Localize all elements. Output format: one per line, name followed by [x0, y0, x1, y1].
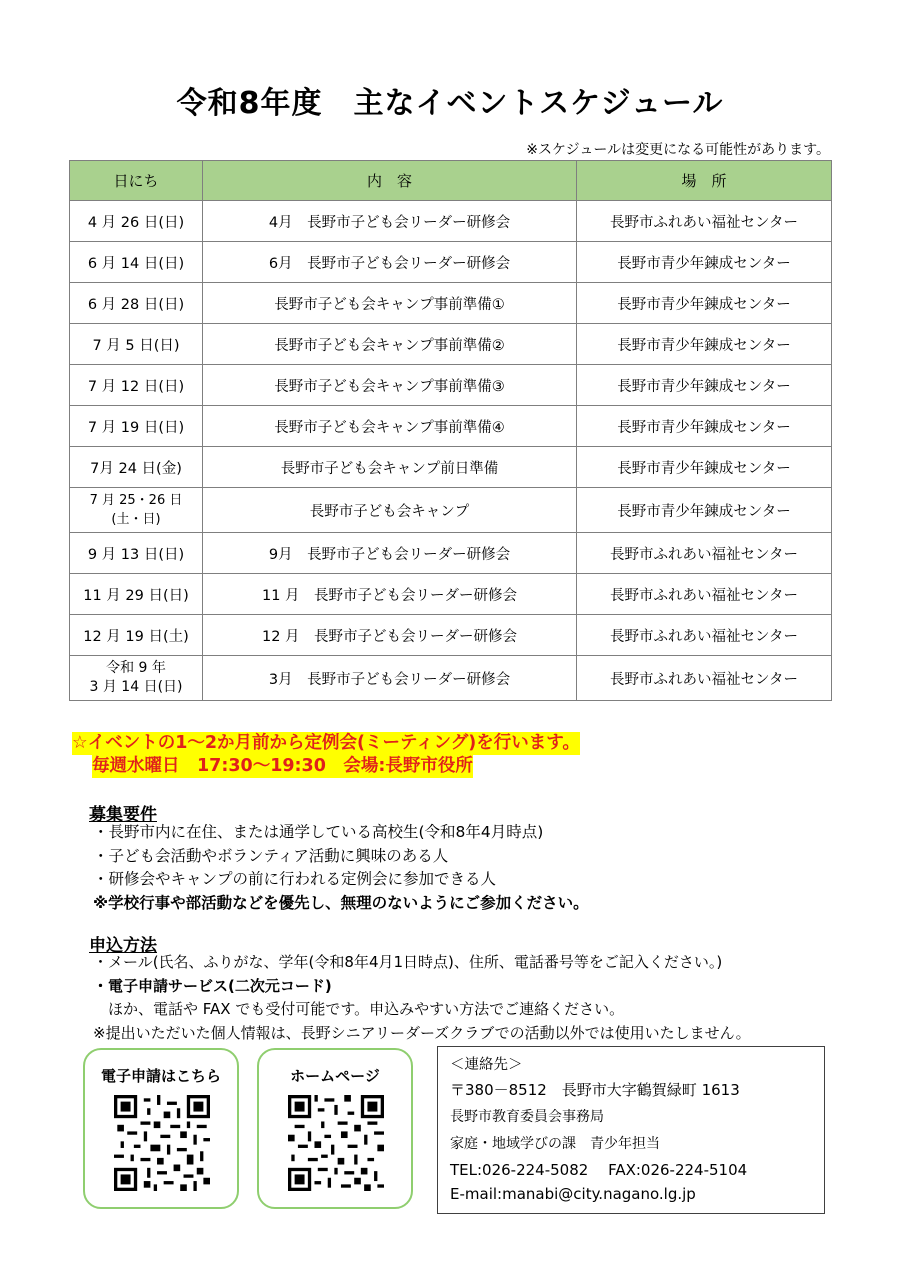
contact-org: 長野市教育委員会事務局: [450, 1109, 604, 1125]
cell-date-line1: 7 月 25・26 日: [89, 493, 183, 508]
electronic-application-qr-card[interactable]: [83, 1048, 239, 1209]
schedule-change-note: ※スケジュールは変更になる可能性があります。: [526, 142, 830, 158]
table-row: [70, 656, 832, 701]
table-row: [70, 242, 832, 283]
cell-content: 4月 長野市子ども会リーダー研修会: [203, 201, 577, 242]
cell-place: 長野市青少年錬成センター: [577, 242, 832, 283]
recruit-list: [93, 821, 589, 915]
homepage-qr-card[interactable]: [257, 1048, 413, 1209]
cell-place: 長野市ふれあい福祉センター: [577, 201, 832, 242]
cell-content: 6月 長野市子ども会リーダー研修会: [203, 242, 577, 283]
recruit-heading: 募集要件: [89, 805, 157, 825]
cell-place: 長野市青少年錬成センター: [577, 406, 832, 447]
cell-place: 長野市ふれあい福祉センター: [577, 656, 832, 701]
cell-content: 3月 長野市子ども会リーダー研修会: [203, 656, 577, 701]
list-item: ・メール(氏名、ふりがな、学年(令和8年4月1日時点)、住所、電話番号等をご記入ください。): [93, 953, 723, 971]
apply-list: [93, 951, 751, 1045]
cell-content: 11 月 長野市子ども会リーダー研修会: [203, 574, 577, 615]
cell-date-line2: 3 月 14 日(日): [89, 679, 183, 695]
cell-content: 長野市子ども会キャンプ事前準備②: [203, 324, 577, 365]
page-title: 令和8年度 主なイベントスケジュール: [176, 86, 724, 121]
cell-date: 7 月 19 日(日): [70, 406, 203, 447]
cell-date: [70, 488, 203, 533]
cell-date: 4 月 26 日(日): [70, 201, 203, 242]
table-row: [70, 488, 832, 533]
cell-content: 長野市子ども会キャンプ事前準備①: [203, 283, 577, 324]
cell-place: 長野市青少年錬成センター: [577, 488, 832, 533]
contact-address: 〒380－8512 長野市大字鶴賀緑町 1613: [450, 1081, 740, 1099]
list-item: ・電子申請サービス(二次元コード): [93, 976, 332, 995]
table-row: [70, 201, 832, 242]
contact-box: [437, 1046, 825, 1214]
apply-heading: 申込方法: [89, 936, 157, 956]
table-row: [70, 406, 832, 447]
table-row: [70, 324, 832, 365]
cell-date: 12 月 19 日(土): [70, 615, 203, 656]
cell-place: 長野市青少年錬成センター: [577, 324, 832, 365]
cell-date: 11 月 29 日(日): [70, 574, 203, 615]
cell-content: 長野市子ども会キャンプ事前準備④: [203, 406, 577, 447]
header-content: 内 容: [203, 161, 577, 201]
cell-place: 長野市ふれあい福祉センター: [577, 574, 832, 615]
contact-tel-fax: TEL:026-224-5082 FAX:026-224-5104: [450, 1161, 748, 1179]
cell-content: 長野市子ども会キャンプ事前準備③: [203, 365, 577, 406]
cell-date: [70, 656, 203, 701]
list-item: ・長野市内に在住、または通学している高校生(令和8年4月時点): [93, 823, 544, 841]
cell-place: 長野市青少年錬成センター: [577, 283, 832, 324]
schedule-table: [69, 160, 832, 701]
meeting-line-1: ☆イベントの1～2か月前から定例会(ミーティング)を行います。: [72, 733, 580, 753]
contact-dept: 家庭・地域学びの課 青少年担当: [450, 1136, 660, 1152]
list-item: ほか、電話や FAX でも受付可能です。申込みやすい方法でご連絡ください。: [93, 1000, 625, 1018]
cell-place: 長野市ふれあい福祉センター: [577, 533, 832, 574]
cell-content: 9月 長野市子ども会リーダー研修会: [203, 533, 577, 574]
cell-date-line2: (土・日): [111, 512, 161, 527]
table-row: [70, 533, 832, 574]
cell-date-line1: 令和 9 年: [106, 660, 166, 676]
cell-place: 長野市青少年錬成センター: [577, 365, 832, 406]
cell-date: 7月 24 日(金): [70, 447, 203, 488]
header-date: 日にち: [70, 161, 203, 201]
recruit-note: ※学校行事や部活動などを優先し、無理のないようにご参加ください。: [93, 893, 589, 912]
electronic-application-label: 電子申請はこちら: [100, 1067, 221, 1085]
meeting-notice: [72, 732, 580, 778]
qr-code-icon: [114, 1095, 210, 1191]
cell-date: 6 月 28 日(日): [70, 283, 203, 324]
cell-content: 長野市子ども会キャンプ前日準備: [203, 447, 577, 488]
cell-content: 長野市子ども会キャンプ: [203, 488, 577, 533]
table-row: [70, 615, 832, 656]
table-row: [70, 447, 832, 488]
contact-label: ＜連絡先＞: [450, 1057, 523, 1073]
qr-code-icon: [288, 1095, 384, 1191]
meeting-line-2: 毎週水曜日 17:30～19:30 会場:長野市役所: [92, 756, 473, 776]
cell-place: 長野市ふれあい福祉センター: [577, 615, 832, 656]
header-place: 場 所: [577, 161, 832, 201]
homepage-label: ホームページ: [290, 1067, 380, 1085]
table-row: [70, 574, 832, 615]
table-row: [70, 365, 832, 406]
list-item: ・研修会やキャンプの前に行われる定例会に参加できる人: [93, 870, 497, 888]
contact-email[interactable]: E-mail:manabi@city.nagano.lg.jp: [450, 1185, 696, 1203]
table-row: [70, 283, 832, 324]
privacy-note: ※提出いただいた個人情報は、長野シニアリーダーズクラブでの活動以外では使用いたしません。: [93, 1023, 751, 1042]
cell-content: 12 月 長野市子ども会リーダー研修会: [203, 615, 577, 656]
cell-date: 9 月 13 日(日): [70, 533, 203, 574]
cell-date: 7 月 12 日(日): [70, 365, 203, 406]
cell-date: 6 月 14 日(日): [70, 242, 203, 283]
list-item: ・子ども会活動やボランティア活動に興味のある人: [93, 846, 449, 865]
cell-date: 7 月 5 日(日): [70, 324, 203, 365]
table-header-row: [70, 161, 832, 201]
cell-place: 長野市青少年錬成センター: [577, 447, 832, 488]
